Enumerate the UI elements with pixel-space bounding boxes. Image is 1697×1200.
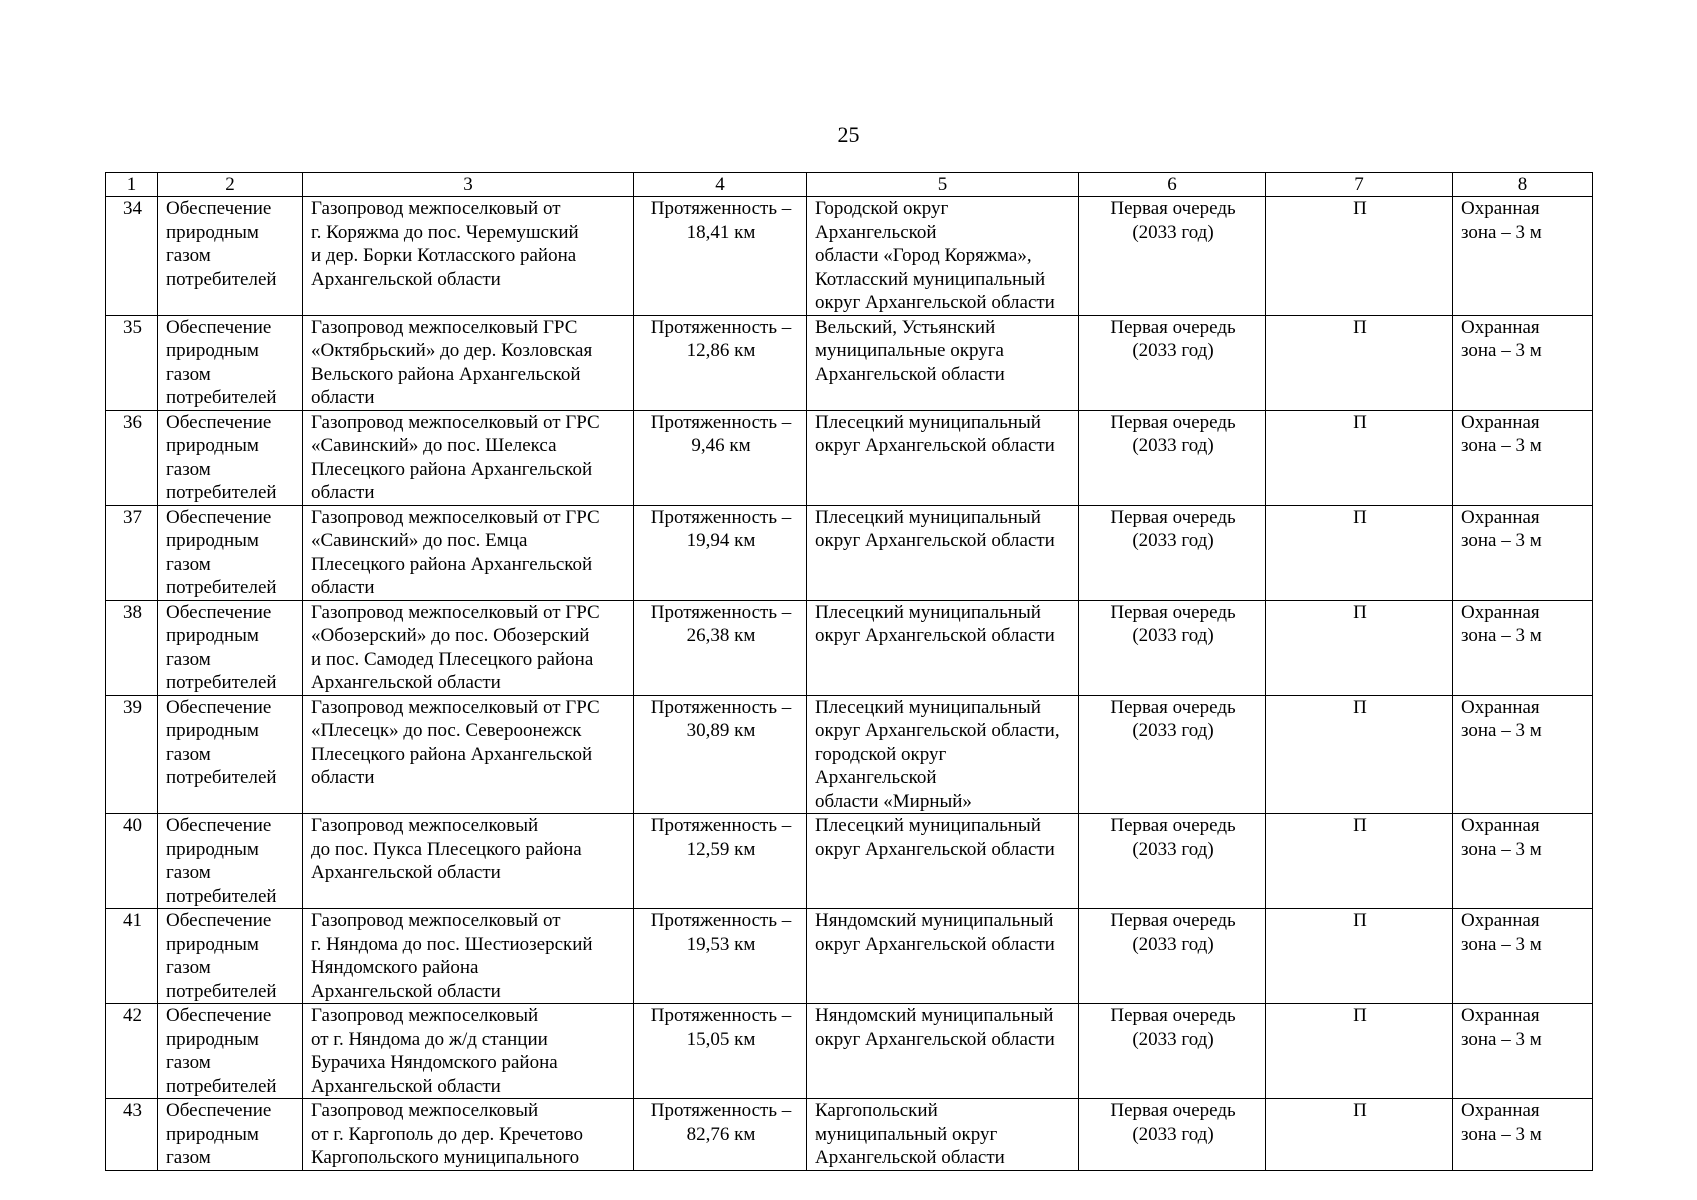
implementation-stage-cell-text: Первая очередь (2033 год) <box>1110 198 1236 243</box>
object-name-cell-text: Газопровод межпоселковый от г. Каргополь до дер. Кречетово Каргопольского муниципального <box>311 1100 583 1168</box>
table-row <box>106 197 1593 316</box>
header-cell-3: 3 <box>303 173 634 197</box>
characteristics-cell <box>634 600 807 695</box>
protection-zone-cell-text: Охранная зона – 3 м <box>1461 910 1542 955</box>
location-cell <box>807 1099 1079 1171</box>
purpose-cell-text: Обеспечение природным газом <box>166 1100 272 1168</box>
location-cell-text: Плесецкий муниципальный округ Архангельской области <box>815 815 1055 860</box>
header-cell-2: 2 <box>158 173 303 197</box>
status-cell-text: П <box>1353 910 1367 931</box>
header-cell-4: 4 <box>634 173 807 197</box>
status-cell-text: П <box>1353 411 1367 433</box>
status-cell-text: П <box>1353 198 1367 219</box>
row-number-cell <box>106 410 158 505</box>
row-number-cell <box>106 909 158 1004</box>
row-number-cell <box>106 814 158 909</box>
status-cell-text: П <box>1353 696 1367 718</box>
status-cell-text: П <box>1353 506 1367 528</box>
protection-zone-cell-text: Охранная зона – 3 м <box>1461 316 1542 361</box>
protection-zone-cell-text: Охранная зона – 3 м <box>1461 696 1542 741</box>
implementation-stage-cell <box>1079 315 1266 410</box>
location-cell-text: Городской округ Архангельской области «Город Коряжма», Котласский муниципальный округ Архангельской области <box>815 198 1055 313</box>
implementation-stage-cell <box>1079 410 1266 505</box>
table-row <box>106 315 1593 410</box>
characteristics-cell-text: Протяженность – 82,76 км <box>650 1100 792 1145</box>
location-cell-text: Плесецкий муниципальный округ Архангельской области, городской округ Архангельской области «Мирный» <box>815 696 1060 812</box>
row-number-cell-text: 36 <box>123 411 142 433</box>
implementation-stage-cell-text: Первая очередь (2033 год) <box>1110 601 1236 646</box>
object-name-cell-text: Газопровод межпоселковый от г. Няндома до пос. Шестиозерский Няндомского района Архангельской области <box>311 910 593 1002</box>
characteristics-cell <box>634 197 807 316</box>
table-row <box>106 505 1593 600</box>
implementation-stage-cell-text: Первая очередь (2033 год) <box>1110 1100 1236 1145</box>
infrastructure-table <box>105 172 1593 1171</box>
header-cell-5: 5 <box>807 173 1079 197</box>
implementation-stage-cell-text: Первая очередь (2033 год) <box>1110 316 1236 361</box>
implementation-stage-cell <box>1079 814 1266 909</box>
purpose-cell <box>158 315 303 410</box>
status-cell-text: П <box>1353 1100 1367 1121</box>
row-number-cell-text: 42 <box>123 1005 142 1026</box>
purpose-cell-text: Обеспечение природным газом потребителей <box>166 411 277 503</box>
purpose-cell-text: Обеспечение природным газом потребителей <box>166 316 277 408</box>
status-cell-text: П <box>1353 316 1367 338</box>
table-row <box>106 1004 1593 1099</box>
object-name-cell <box>303 1099 634 1171</box>
object-name-cell <box>303 505 634 600</box>
location-cell <box>807 695 1079 814</box>
location-cell-text: Плесецкий муниципальный округ Архангельской области <box>815 411 1055 456</box>
purpose-cell-text: Обеспечение природным газом потребителей <box>166 1005 277 1097</box>
characteristics-cell <box>634 909 807 1004</box>
location-cell <box>807 1004 1079 1099</box>
characteristics-cell-text: Протяженность – 12,59 км <box>650 815 792 860</box>
characteristics-cell <box>634 1099 807 1171</box>
object-name-cell <box>303 410 634 505</box>
location-cell-text: Каргопольский муниципальный округ Архангельской области <box>815 1100 1005 1168</box>
row-number-cell-text: 40 <box>123 815 142 836</box>
status-cell <box>1266 909 1453 1004</box>
object-name-cell-text: Газопровод межпоселковый от ГРС «Обозерский» до пос. Обозерский и пос. Самодед Плесецкого района Архангельской области <box>311 601 600 693</box>
implementation-stage-cell <box>1079 695 1266 814</box>
object-name-cell <box>303 909 634 1004</box>
object-name-cell <box>303 197 634 316</box>
location-cell-text: Плесецкий муниципальный округ Архангельской области <box>815 601 1055 646</box>
purpose-cell <box>158 1099 303 1171</box>
status-cell-text: П <box>1353 815 1367 836</box>
characteristics-cell <box>634 315 807 410</box>
object-name-cell <box>303 814 634 909</box>
object-name-cell-text: Газопровод межпоселковый от ГРС «Савинский» до пос. Емца Плесецкого района Архангельской области <box>311 506 600 598</box>
location-cell <box>807 909 1079 1004</box>
purpose-cell-text: Обеспечение природным газом потребителей <box>166 815 277 907</box>
row-number-cell <box>106 1099 158 1171</box>
table-header-row <box>106 173 1593 197</box>
table-row <box>106 695 1593 814</box>
status-cell <box>1266 814 1453 909</box>
object-name-cell <box>303 1004 634 1099</box>
protection-zone-cell <box>1453 315 1593 410</box>
protection-zone-cell-text: Охранная зона – 3 м <box>1461 1005 1542 1050</box>
row-number-cell-text: 43 <box>123 1100 142 1121</box>
protection-zone-cell <box>1453 909 1593 1004</box>
purpose-cell <box>158 600 303 695</box>
header-cell-7: 7 <box>1266 173 1453 197</box>
table-row <box>106 410 1593 505</box>
implementation-stage-cell <box>1079 600 1266 695</box>
object-name-cell-text: Газопровод межпоселковый от ГРС «Савинский» до пос. Шелекса Плесецкого района Архангельской области <box>311 411 600 503</box>
purpose-cell <box>158 909 303 1004</box>
characteristics-cell-text: Протяженность – 18,41 км <box>650 198 792 243</box>
protection-zone-cell <box>1453 197 1593 316</box>
object-name-cell <box>303 315 634 410</box>
table-row <box>106 814 1593 909</box>
implementation-stage-cell <box>1079 505 1266 600</box>
protection-zone-cell <box>1453 1004 1593 1099</box>
implementation-stage-cell <box>1079 1099 1266 1171</box>
row-number-cell-text: 34 <box>123 198 142 219</box>
row-number-cell <box>106 315 158 410</box>
implementation-stage-cell-text: Первая очередь (2033 год) <box>1110 910 1236 955</box>
location-cell <box>807 197 1079 316</box>
implementation-stage-cell-text: Первая очередь (2033 год) <box>1110 696 1236 741</box>
implementation-stage-cell <box>1079 197 1266 316</box>
object-name-cell-text: Газопровод межпоселковый от ГРС «Плесецк» до пос. Североонежск Плесецкого района Архангельской области <box>311 696 600 788</box>
characteristics-cell-text: Протяженность – 9,46 км <box>650 411 792 456</box>
protection-zone-cell <box>1453 600 1593 695</box>
object-name-cell <box>303 600 634 695</box>
protection-zone-cell <box>1453 410 1593 505</box>
row-number-cell <box>106 197 158 316</box>
object-name-cell-text: Газопровод межпоселковый ГРС «Октябрьский» до дер. Козловская Вельского района Архангельской области <box>311 316 593 408</box>
protection-zone-cell <box>1453 814 1593 909</box>
status-cell <box>1266 410 1453 505</box>
implementation-stage-cell-text: Первая очередь (2033 год) <box>1110 815 1236 860</box>
characteristics-cell <box>634 505 807 600</box>
row-number-cell-text: 35 <box>123 316 142 338</box>
row-number-cell <box>106 695 158 814</box>
purpose-cell-text: Обеспечение природным газом потребителей <box>166 910 277 1002</box>
table-row <box>106 600 1593 695</box>
status-cell <box>1266 1004 1453 1099</box>
row-number-cell <box>106 505 158 600</box>
protection-zone-cell <box>1453 695 1593 814</box>
protection-zone-cell-text: Охранная зона – 3 м <box>1461 1100 1542 1145</box>
location-cell <box>807 505 1079 600</box>
purpose-cell-text: Обеспечение природным газом потребителей <box>166 506 277 598</box>
location-cell <box>807 315 1079 410</box>
implementation-stage-cell-text: Первая очередь (2033 год) <box>1110 411 1236 456</box>
page-number: 25 <box>837 122 860 147</box>
characteristics-cell-text: Протяженность – 30,89 км <box>650 696 792 741</box>
status-cell <box>1266 600 1453 695</box>
purpose-cell <box>158 410 303 505</box>
protection-zone-cell-text: Охранная зона – 3 м <box>1461 411 1542 456</box>
characteristics-cell-text: Протяженность – 12,86 км <box>650 316 792 361</box>
purpose-cell <box>158 1004 303 1099</box>
object-name-cell-text: Газопровод межпоселковый от г. Коряжма до пос. Черемушский и дер. Борки Котласского района Архангельской области <box>311 198 579 290</box>
location-cell <box>807 410 1079 505</box>
characteristics-cell-text: Протяженность – 19,94 км <box>650 506 792 551</box>
status-cell <box>1266 1099 1453 1171</box>
row-number-cell-text: 37 <box>123 506 142 528</box>
characteristics-cell-text: Протяженность – 19,53 км <box>650 910 792 955</box>
status-cell <box>1266 695 1453 814</box>
object-name-cell-text: Газопровод межпоселковый от г. Няндома до ж/д станции Бурачиха Няндомского района Архангельской области <box>311 1005 558 1097</box>
characteristics-cell <box>634 410 807 505</box>
characteristics-cell-text: Протяженность – 26,38 км <box>650 601 792 646</box>
protection-zone-cell-text: Охранная зона – 3 м <box>1461 601 1542 646</box>
table-row <box>106 909 1593 1004</box>
characteristics-cell <box>634 814 807 909</box>
protection-zone-cell-text: Охранная зона – 3 м <box>1461 198 1542 243</box>
row-number-cell <box>106 1004 158 1099</box>
purpose-cell <box>158 814 303 909</box>
header-cell-8: 8 <box>1453 173 1593 197</box>
purpose-cell <box>158 197 303 316</box>
purpose-cell-text: Обеспечение природным газом потребителей <box>166 198 277 290</box>
status-cell <box>1266 315 1453 410</box>
implementation-stage-cell-text: Первая очередь (2033 год) <box>1110 1005 1236 1050</box>
row-number-cell-text: 39 <box>123 696 142 718</box>
header-cell-6: 6 <box>1079 173 1266 197</box>
object-name-cell <box>303 695 634 814</box>
characteristics-cell <box>634 1004 807 1099</box>
header-cell-1: 1 <box>106 173 158 197</box>
protection-zone-cell <box>1453 1099 1593 1171</box>
status-cell-text: П <box>1353 1005 1367 1026</box>
location-cell-text: Няндомский муниципальный округ Архангельской области <box>815 910 1055 955</box>
implementation-stage-cell-text: Первая очередь (2033 год) <box>1110 506 1236 551</box>
location-cell-text: Плесецкий муниципальный округ Архангельской области <box>815 506 1055 551</box>
table-row <box>106 1099 1593 1171</box>
location-cell <box>807 814 1079 909</box>
location-cell-text: Няндомский муниципальный округ Архангельской области <box>815 1005 1055 1050</box>
protection-zone-cell-text: Охранная зона – 3 м <box>1461 815 1542 860</box>
status-cell <box>1266 197 1453 316</box>
status-cell-text: П <box>1353 601 1367 623</box>
status-cell <box>1266 505 1453 600</box>
protection-zone-cell-text: Охранная зона – 3 м <box>1461 506 1542 551</box>
row-number-cell-text: 41 <box>123 910 142 931</box>
row-number-cell <box>106 600 158 695</box>
purpose-cell-text: Обеспечение природным газом потребителей <box>166 601 277 693</box>
object-name-cell-text: Газопровод межпоселковый до пос. Пукса Плесецкого района Архангельской области <box>311 815 582 883</box>
purpose-cell-text: Обеспечение природным газом потребителей <box>166 696 277 788</box>
implementation-stage-cell <box>1079 1004 1266 1099</box>
purpose-cell <box>158 695 303 814</box>
location-cell-text: Вельский, Устьянский муниципальные округа Архангельской области <box>815 316 1005 385</box>
implementation-stage-cell <box>1079 909 1266 1004</box>
location-cell <box>807 600 1079 695</box>
characteristics-cell <box>634 695 807 814</box>
row-number-cell-text: 38 <box>123 601 142 623</box>
protection-zone-cell <box>1453 505 1593 600</box>
characteristics-cell-text: Протяженность – 15,05 км <box>650 1005 792 1050</box>
purpose-cell <box>158 505 303 600</box>
